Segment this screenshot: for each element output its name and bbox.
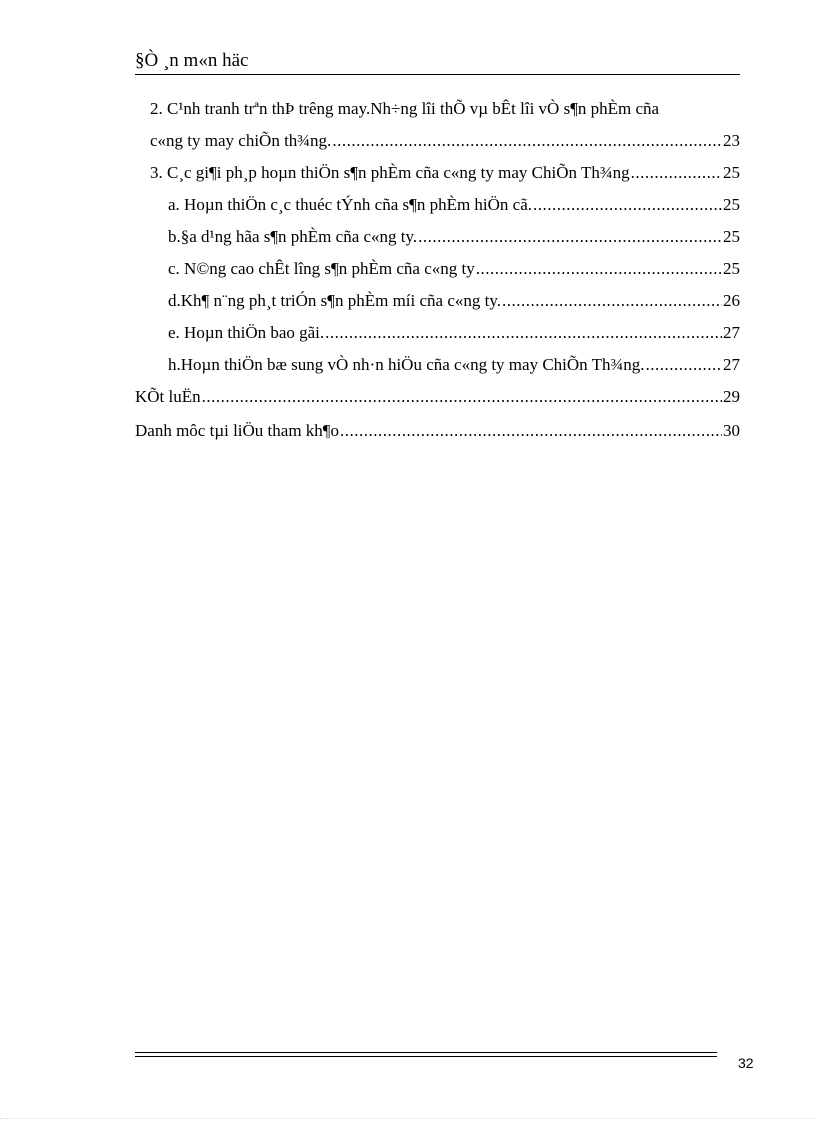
toc-entry [150,162,740,184]
toc-entry-text: e. Hoµn thiÖn bao gãi. [168,323,325,342]
toc-entry-text: c«ng ty may chiÕn th¾ng. [150,131,332,150]
header-title: §Ò ¸n m«n häc [135,50,249,71]
page-number: 32 [738,1055,754,1071]
toc-page-number: 23 [723,131,740,150]
toc-leader-dots [631,162,722,184]
toc-leader-dots [502,290,722,312]
toc-entry [135,386,740,408]
toc-entry [168,290,740,312]
toc-entry [168,322,740,344]
toc-entry [135,420,740,442]
page-bottom-edge [0,1118,816,1119]
footer-rule [135,1052,717,1057]
toc-entry-text: Danh môc tµi liÖu tham kh¶o [135,421,339,440]
toc-entry-text: h.Hoµn thiÖn bæ sung vÒ nh·n hiÖu cña c«ng ty may ChiÕn Th¾ng. [168,355,645,374]
toc-entry-text: c. N©ng cao chÊt lîng s¶n phÈm cña c«ng ty [168,259,475,278]
toc-entry-text: KÕt luËn [135,387,201,406]
toc-leader-dots [340,420,722,442]
toc-leader-dots [476,258,722,280]
toc-page-number: 27 [723,355,740,374]
toc-page-number: 30 [723,421,740,440]
toc-entry [150,98,740,120]
toc-entry [168,194,740,216]
toc-page-number: 25 [723,163,740,182]
toc-entry-text: a. Hoµn thiÖn c¸c thuéc tÝnh cña s¶n phÈm hiÖn cã. [168,195,533,214]
toc-entry [168,258,740,280]
toc-entry-text: 3. C¸c gi¶i ph¸p hoµn thiÖn s¶n phÈm cña c«ng ty may ChiÕn Th¾ng [150,163,630,182]
toc-page-number: 25 [723,227,740,246]
toc-page-number: 25 [723,259,740,278]
toc-leader-dots [645,354,722,376]
toc-entry-text: 2. C¹nh tranh trªn thÞ trêng may.Nh÷ng lîi thÕ vµ bÊt lîi vÒ s¶n phÈm cña [150,99,660,118]
toc-entry [150,130,740,152]
toc-page-number: 29 [723,387,740,406]
toc-entry-text: b.§a d¹ng hãa s¶n phÈm cña c«ng ty. [168,227,418,246]
page-header [135,50,740,75]
toc-page-number: 25 [723,195,740,214]
toc-entry [168,354,740,376]
toc-leader-dots [325,322,722,344]
toc-leader-dots [202,386,722,408]
toc-leader-dots [418,226,722,248]
toc-leader-dots [533,194,722,216]
toc-page-number: 27 [723,323,740,342]
toc-entry-text: d.Kh¶ n¨ng ph¸t triÓn s¶n phÈm míi cña c«ng ty. [168,291,502,310]
toc-leader-dots [332,130,722,152]
toc-entry [168,226,740,248]
toc-page-number: 26 [723,291,740,310]
